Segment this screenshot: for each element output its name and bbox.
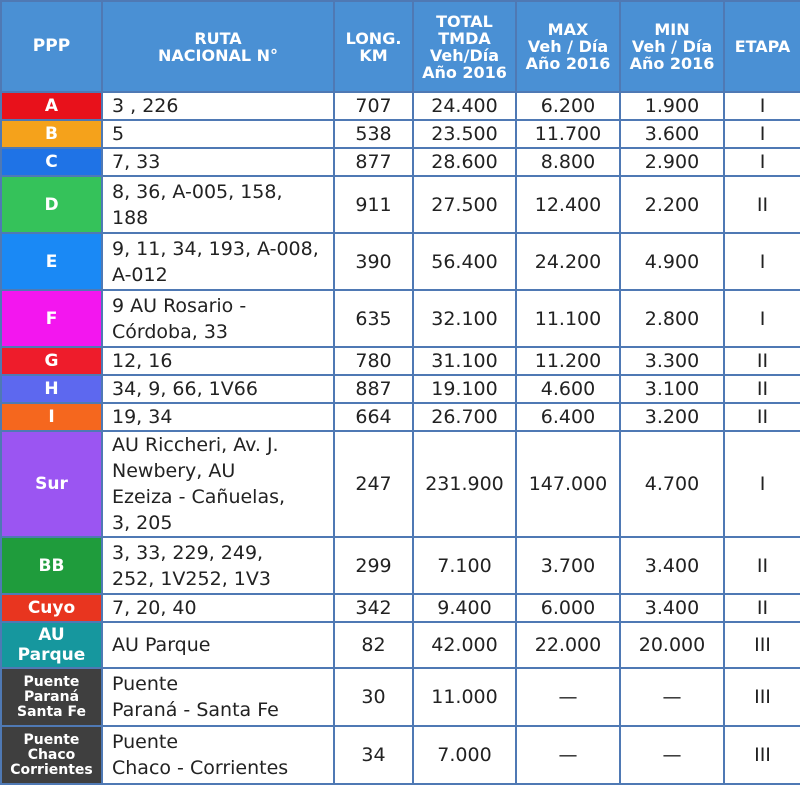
max-cell: 11.200 (516, 347, 620, 375)
ppp-label: BB (38, 555, 65, 576)
table-row (1, 622, 800, 668)
header-total-line: TMDA (438, 28, 491, 48)
ruta-cell (102, 622, 334, 668)
ppp-label: Santa Fe (16, 703, 86, 720)
ruta-line: 19, 34 (112, 406, 173, 428)
total-cell: 26.700 (413, 403, 516, 431)
ppp-cell (1, 233, 102, 290)
total-cell: 231.900 (413, 431, 516, 537)
header-ruta (102, 1, 334, 92)
long-cell: 911 (334, 176, 413, 233)
ruta-cell (102, 148, 334, 176)
etapa-cell: I (724, 148, 800, 176)
max-cell: 6.000 (516, 594, 620, 622)
min-cell: 3.200 (620, 403, 724, 431)
ruta-line: Paraná - Santa Fe (112, 699, 279, 721)
min-cell: — (620, 668, 724, 726)
ppp-cell (1, 92, 102, 120)
etapa-cell: I (724, 431, 800, 537)
max-cell: 6.200 (516, 92, 620, 120)
total-cell: 42.000 (413, 622, 516, 668)
ruta-line: Newbery, AU (112, 460, 236, 482)
max-cell: — (516, 668, 620, 726)
total-cell: 56.400 (413, 233, 516, 290)
long-cell: 877 (334, 148, 413, 176)
table-row (1, 726, 800, 784)
ruta-line: 8, 36, A-005, 158, (112, 180, 283, 203)
long-cell: 664 (334, 403, 413, 431)
min-cell: 2.900 (620, 148, 724, 176)
min-cell: 2.200 (620, 176, 724, 233)
ppp-label: Chaco (27, 746, 76, 763)
table-row (1, 537, 800, 594)
ruta-line: AU Parque (112, 634, 211, 656)
long-cell: 30 (334, 668, 413, 726)
ppp-cell (1, 431, 102, 537)
header-total-line: Año 2016 (422, 62, 507, 82)
min-cell: 4.900 (620, 233, 724, 290)
table-row (1, 148, 800, 176)
ruta-line: 34, 9, 66, 1V66 (112, 378, 258, 400)
long-cell: 299 (334, 537, 413, 594)
ruta-line: 252, 1V252, 1V3 (112, 567, 271, 590)
ruta-cell (102, 403, 334, 431)
long-cell: 635 (334, 290, 413, 347)
etapa-cell: I (724, 120, 800, 148)
header-etapa-line: ETAPA (734, 37, 791, 56)
header-total-line: Veh/Día (429, 45, 500, 65)
ruta-line: 7, 20, 40 (112, 597, 197, 619)
ruta-line: Chaco - Corrientes (112, 757, 289, 779)
ruta-line: 3 , 226 (112, 95, 179, 117)
min-cell: 3.400 (620, 537, 724, 594)
table-row (1, 347, 800, 375)
ruta-line: 3, 205 (112, 512, 173, 534)
etapa-cell: II (724, 537, 800, 594)
total-cell: 32.100 (413, 290, 516, 347)
ppp-label: Cuyo (27, 598, 76, 618)
header-etapa (724, 1, 800, 92)
ppp-cell (1, 375, 102, 403)
etapa-cell: I (724, 92, 800, 120)
long-cell: 342 (334, 594, 413, 622)
ppp-label: D (44, 194, 59, 215)
ruta-line: 12, 16 (112, 350, 173, 372)
total-cell: 31.100 (413, 347, 516, 375)
ppp-label: C (45, 152, 58, 172)
etapa-cell: III (724, 668, 800, 726)
ppp-label: Parque (17, 645, 86, 665)
table-row (1, 668, 800, 726)
ruta-cell (102, 726, 334, 784)
long-cell: 780 (334, 347, 413, 375)
ppp-label: I (48, 407, 55, 427)
max-cell: 6.400 (516, 403, 620, 431)
table-row (1, 92, 800, 120)
header-max-line: Veh / Día (527, 37, 609, 56)
total-cell: 9.400 (413, 594, 516, 622)
total-cell: 19.100 (413, 375, 516, 403)
long-cell: 34 (334, 726, 413, 784)
max-cell: 22.000 (516, 622, 620, 668)
table-row (1, 375, 800, 403)
max-cell: 147.000 (516, 431, 620, 537)
header-ppp (1, 1, 102, 92)
header-long (334, 1, 413, 92)
ruta-line: Córdoba, 33 (112, 320, 229, 343)
etapa-cell: III (724, 726, 800, 784)
ppp-cell (1, 726, 102, 784)
table-row (1, 176, 800, 233)
total-cell: 11.000 (413, 668, 516, 726)
min-cell: 4.700 (620, 431, 724, 537)
ppp-label: A (44, 96, 59, 116)
table-row (1, 403, 800, 431)
header-min (620, 1, 724, 92)
long-cell: 887 (334, 375, 413, 403)
max-cell: 11.700 (516, 120, 620, 148)
etapa-cell: III (724, 622, 800, 668)
header-long-line: KM (359, 45, 388, 65)
ppp-label: AU (38, 625, 65, 645)
ppp-label: F (45, 308, 58, 329)
header-min-line: Año 2016 (629, 54, 715, 73)
header-total-line: TOTAL (436, 11, 493, 31)
ruta-cell (102, 347, 334, 375)
ppp-cell (1, 403, 102, 431)
header-ruta-line: NACIONAL N° (158, 45, 278, 65)
ppp-cell (1, 537, 102, 594)
total-cell: 28.600 (413, 148, 516, 176)
etapa-cell: II (724, 594, 800, 622)
header-row (1, 1, 800, 92)
etapa-cell: II (724, 347, 800, 375)
total-cell: 24.400 (413, 92, 516, 120)
min-cell: 1.900 (620, 92, 724, 120)
long-cell: 390 (334, 233, 413, 290)
total-cell: 23.500 (413, 120, 516, 148)
ruta-line: 9 AU Rosario - (112, 294, 247, 317)
min-cell: 3.100 (620, 375, 724, 403)
table-row (1, 594, 800, 622)
total-cell: 7.000 (413, 726, 516, 784)
ruta-line: Puente (112, 731, 179, 753)
ppp-cell (1, 176, 102, 233)
ruta-cell (102, 290, 334, 347)
ppp-label: Puente (23, 673, 80, 690)
header-max (516, 1, 620, 92)
ppp-label: Sur (35, 474, 68, 494)
header-total (413, 1, 516, 92)
total-cell: 7.100 (413, 537, 516, 594)
ruta-cell (102, 375, 334, 403)
ppp-cell (1, 594, 102, 622)
max-cell: 4.600 (516, 375, 620, 403)
ruta-cell (102, 668, 334, 726)
ppp-cell (1, 148, 102, 176)
max-cell: 24.200 (516, 233, 620, 290)
ppp-label: G (44, 351, 59, 371)
header-max-line: MAX (547, 20, 589, 39)
ruta-line: 188 (112, 206, 149, 229)
ppp-label: Paraná (23, 688, 80, 705)
ruta-cell (102, 92, 334, 120)
min-cell: 20.000 (620, 622, 724, 668)
header-ppp-line: PPP (32, 36, 71, 56)
total-cell: 27.500 (413, 176, 516, 233)
etapa-cell: II (724, 375, 800, 403)
long-cell: 707 (334, 92, 413, 120)
max-cell: 3.700 (516, 537, 620, 594)
ruta-line: AU Riccheri, Av. J. (112, 434, 279, 456)
ruta-cell (102, 233, 334, 290)
etapa-cell: I (724, 290, 800, 347)
header-ruta-line: RUTA (194, 28, 242, 48)
ruta-line: 5 (112, 123, 125, 145)
etapa-cell: II (724, 403, 800, 431)
min-cell: 3.300 (620, 347, 724, 375)
ruta-line: 3, 33, 229, 249, (112, 541, 264, 564)
ppp-cell (1, 668, 102, 726)
ppp-cell (1, 290, 102, 347)
min-cell: 3.400 (620, 594, 724, 622)
table-row (1, 431, 800, 537)
ppp-label: B (45, 124, 58, 144)
min-cell: 3.600 (620, 120, 724, 148)
table-row (1, 233, 800, 290)
min-cell: 2.800 (620, 290, 724, 347)
ruta-line: Ezeiza - Cañuelas, (112, 486, 286, 508)
long-cell: 82 (334, 622, 413, 668)
table-body (1, 92, 800, 784)
header-min-line: MIN (654, 20, 690, 39)
ruta-cell (102, 537, 334, 594)
ppp-cell (1, 120, 102, 148)
ruta-line: Puente (112, 673, 179, 695)
max-cell: 11.100 (516, 290, 620, 347)
ppp-label: E (45, 251, 58, 272)
max-cell: 12.400 (516, 176, 620, 233)
long-cell: 247 (334, 431, 413, 537)
ruta-cell (102, 431, 334, 537)
ruta-line: 9, 11, 34, 193, A-008, (112, 237, 319, 260)
ruta-cell (102, 120, 334, 148)
ruta-line: 7, 33 (112, 151, 161, 173)
header-max-line: Año 2016 (525, 54, 611, 73)
header-min-line: Veh / Día (631, 37, 713, 56)
table-row (1, 120, 800, 148)
long-cell: 538 (334, 120, 413, 148)
etapa-cell: I (724, 233, 800, 290)
min-cell: — (620, 726, 724, 784)
max-cell: 8.800 (516, 148, 620, 176)
table-row (1, 290, 800, 347)
ppp-label: Corrientes (10, 761, 93, 778)
ppp-cell (1, 622, 102, 668)
header-long-line: LONG. (345, 28, 402, 48)
max-cell: — (516, 726, 620, 784)
ruta-cell (102, 176, 334, 233)
ppp-label: Puente (23, 731, 80, 748)
ruta-line: A-012 (112, 263, 168, 286)
etapa-cell: II (724, 176, 800, 233)
ppp-label: H (44, 379, 59, 399)
ruta-cell (102, 594, 334, 622)
ppp-cell (1, 347, 102, 375)
